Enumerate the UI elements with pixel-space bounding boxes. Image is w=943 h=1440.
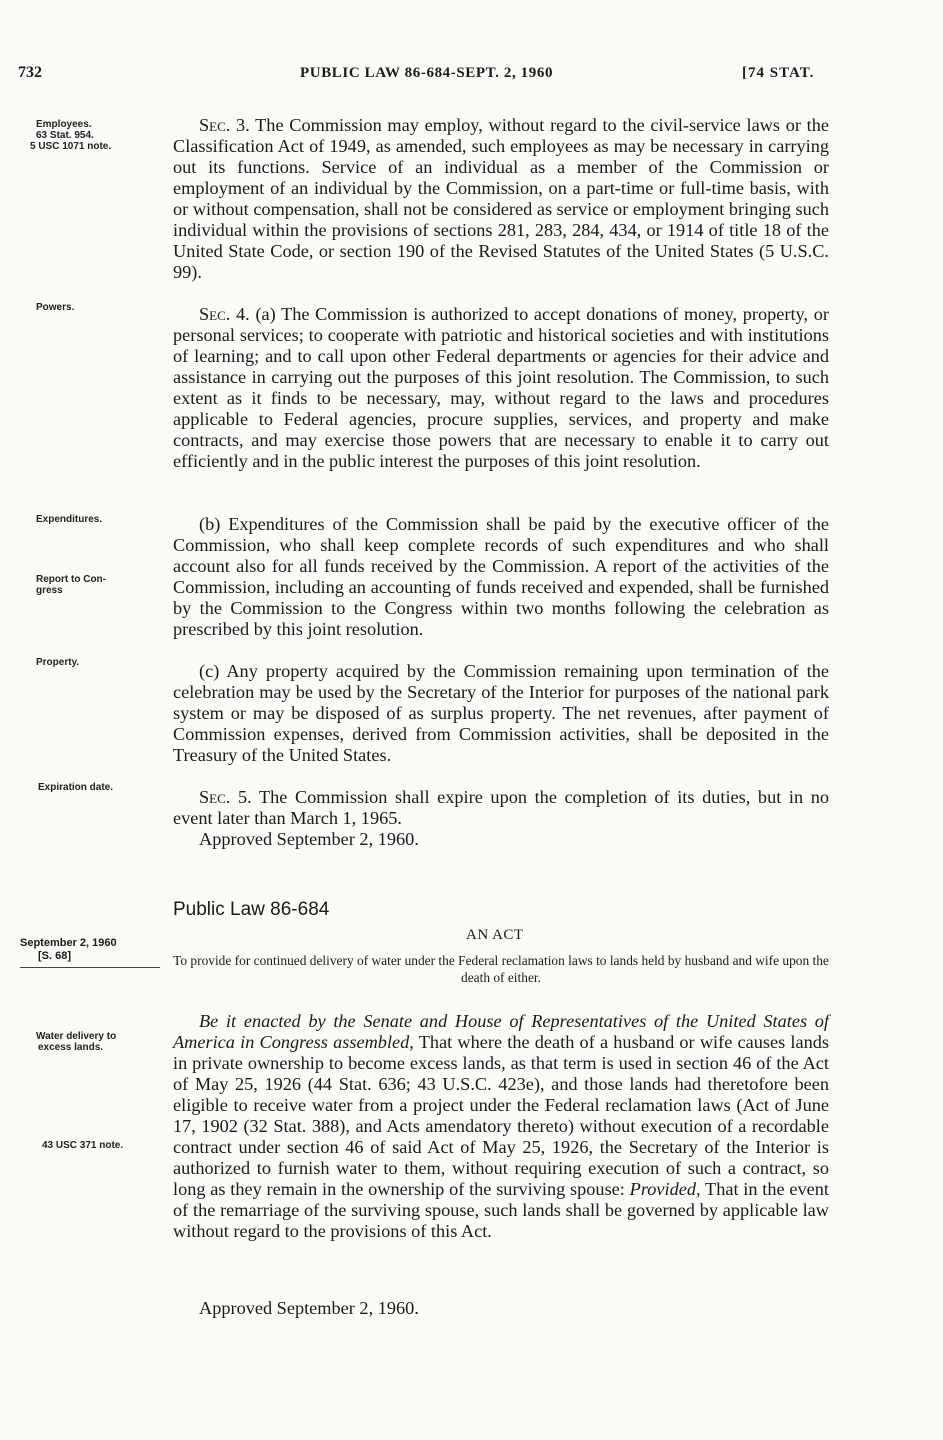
section-4b [173, 514, 829, 640]
approval-line-2: Approved September 2, 1960. [199, 1298, 419, 1318]
section-5 [173, 787, 829, 829]
section-4a [173, 304, 829, 472]
section-text: The Commission may employ, without regard to the civil-service laws or the Classification Act of 1949, as amended, such employees as may be necessary in carrying out its functions. Service of an individual as a member of the Commission or employment of an individual by the Commission, on a part-time or full-time basis, with or without compensation, shall not be considered as service or employment bringing such individual within the provisions of sections 281, 283, 284, 434, or 1914 of title 18 of the United State Code, or section 190 of the Revised Statutes of the United States (5 U.S.C. 99). [173, 115, 829, 282]
act-text-proviso: That in the event of the remarriage of the surviving spouse, such lands shall be governed by applicable law without regard to the provisions of this Act. [173, 1179, 829, 1241]
enacting-clause: Be it enacted by the Senate and House of Representatives of the United States of America in Congress assembled, [173, 1011, 829, 1052]
margin-note-water-delivery [36, 1031, 166, 1053]
margin-note-report [36, 574, 166, 596]
proviso-label: Provided, [629, 1179, 701, 1199]
act-purpose: To provide for continued delivery of water under the Federal reclamation laws to lands held by husband and wife upon the death of either. [173, 953, 829, 985]
section-3 [173, 115, 829, 283]
bill-number: [S. 68] [38, 950, 72, 962]
section-text: (b) Expenditures of the Commission shall be paid by the executive officer of the Commission, who shall keep complete records of such expenditures and who shall account also for all funds received by the Commission. A report of the activities of the Commission, including an accounting of funds received and expended, shall be furnished by the Commission to the Congress within two months following the celebration as prescribed by this joint resolution. [173, 514, 829, 639]
margin-note-line: Report to Con- [36, 574, 106, 585]
running-title: PUBLIC LAW 86-684-SEPT. 2, 1960 [300, 65, 554, 81]
margin-note-employees [30, 119, 166, 152]
approval-line: Approved September 2, 1960. [199, 829, 419, 849]
section-text: The Commission shall expire upon the completion of its duties, but in no event later than March 1, 1965. [173, 787, 829, 828]
section-label: Sec. 5. [199, 787, 252, 807]
section-text: (a) The Commission is authorized to accept donations of money, property, or personal services; to cooperate with patriotic and historical societies and with institutions of learning; and to call upon other Federal departments or agencies for their advice and assistance in carrying out the purposes of this joint resolution. The Commission, to such extent as it finds to be necessary, may, without regard to the laws and procedures applicable to Federal agencies, procure supplies, services, and property and make contracts, and may exercise those powers that are necessary to enable it to carry out efficiently and in the public interest the purposes of this joint resolution. [173, 304, 829, 471]
public-law-heading: Public Law 86-684 [173, 899, 330, 920]
margin-note-line: excess lands. [38, 1042, 104, 1053]
margin-note-property: Property. [36, 657, 80, 668]
margin-note-powers: Powers. [36, 302, 75, 313]
margin-note-expenditures: Expenditures. [36, 514, 103, 525]
volume-reference: [74 STAT. [742, 65, 815, 81]
margin-note-expiration: Expiration date. [38, 782, 114, 793]
margin-note-usc: 43 USC 371 note. [42, 1140, 124, 1151]
margin-note-line: 5 USC 1071 note. [30, 141, 112, 152]
page-number: 732 [18, 64, 42, 81]
margin-note-line: 63 Stat. 954. [36, 130, 94, 141]
section-label: Sec. 4. [199, 304, 250, 324]
margin-note-line: Water delivery to [36, 1031, 117, 1042]
act-heading: AN ACT [466, 927, 524, 943]
enactment-date-note [20, 937, 117, 963]
section-text: (c) Any property acquired by the Commission remaining upon termination of the celebration may be used by the Secretary of the Interior for purposes of the national park system or may be disposed of as surplus property. The net revenues, after payment of Commission expenses, derived from Commission activities, shall be deposited in the Treasury of the United States. [173, 661, 829, 765]
act-body [173, 1011, 829, 1242]
margin-note-line: gress [36, 585, 63, 596]
enactment-date: September 2, 1960 [20, 937, 117, 949]
act-text: That where the death of a husband or wife causes lands in private ownership to become excess lands, as that term is used in section 46 of the Act of May 25, 1926 (44 Stat. 636; 43 U.S.C. 423e), and those lands had theretofore been eligible to receive water from a project under the Federal reclamation laws (Act of June 17, 1902 (32 Stat. 388), and Acts amendatory thereto) without execution of a recordable contract under section 46 of said Act of May 25, 1926, the Secretary of the Interior is authorized to furnish water to them, without requiring execution of such a contract, so long as they remain in the ownership of the surviving spouse: [173, 1032, 829, 1199]
section-4c [173, 661, 829, 766]
divider [20, 967, 160, 968]
section-label: Sec. 3. [199, 115, 250, 135]
margin-note-line: Employees. [36, 119, 92, 130]
page-header [0, 64, 943, 88]
